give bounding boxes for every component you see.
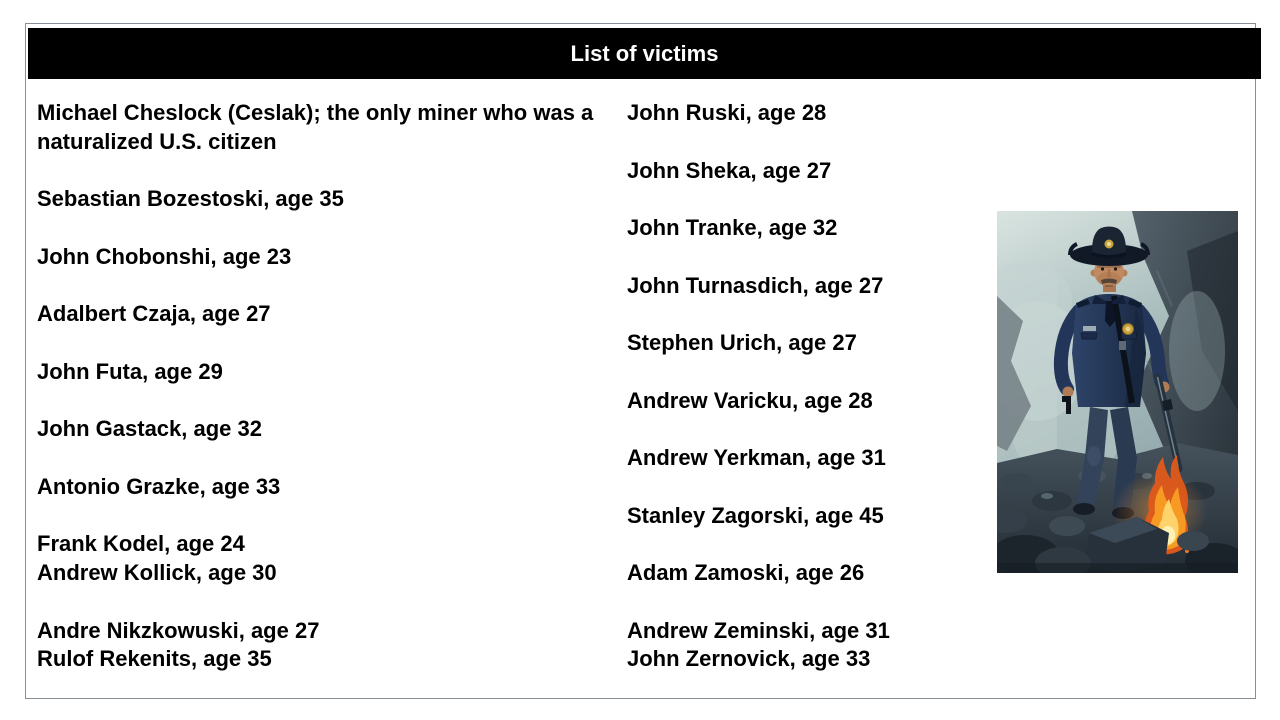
victim-name-text: John Zernovick, age 33 [627,646,871,672]
officer-photo [997,211,1238,573]
victim-name-text: Frank Kodel, age 24 [37,531,245,557]
victim-name-text: Stephen Urich, age 27 [627,330,857,355]
victim-list-right-column [627,99,977,674]
victim-name-text: Adam Zamoski, age 26 [627,560,865,585]
victim-name-text: Antonio Grazke, age 33 [37,473,281,499]
victim-entry [37,617,622,675]
victim-name-text: Andrew Yerkman, age 31 [627,445,886,470]
victim-name-text: Michael Cheslock (Ceslak); the only miner who was a naturalized U.S. citizen [37,100,594,154]
victim-name-text: Andre Nikzkowuski, age 27 [37,617,320,643]
name-plate [1083,326,1096,331]
victim-entry [37,99,622,157]
victim-entry [37,415,622,444]
victim-entry [627,214,977,243]
victim-name-text: Andrew Kollick, age 30 [37,560,277,585]
victim-entry [627,329,977,358]
victim-name-text: Sebastian Bozestoski, age 35 [37,186,344,212]
victim-entry [627,559,977,588]
victim-name-text: Adalbert Czaja, age 27 [37,301,271,327]
victim-entry [627,272,977,301]
victim-name-text: John Sheka, age 27 [627,157,832,183]
victim-entry [37,473,622,502]
victim-entry [627,99,977,128]
victim-entry [37,243,622,272]
badge-star [1123,324,1134,335]
victim-list-left-column [37,99,622,674]
victim-name-text: John Turnasdich, age 27 [627,272,884,298]
victim-entry [627,617,977,675]
victim-entry [37,530,622,588]
victim-name-text: John Ruski, age 28 [627,100,827,125]
victim-name-text: John Chobonshi, age 23 [37,243,292,269]
victim-entry [37,185,622,214]
victim-entry [627,502,977,531]
victim-name-text: John Gastack, age 32 [37,416,262,442]
victim-entry [37,300,622,329]
victim-name-text: Andrew Varicku, age 28 [627,387,873,413]
victim-name-text: Stanley Zagorski, age 45 [627,502,884,528]
page-frame [25,23,1256,699]
victim-name-text: John Tranke, age 32 [627,215,838,240]
victim-entry [37,358,622,387]
victim-name-text: Rulof Rekenits, age 35 [37,646,272,672]
victim-entry [627,387,977,416]
victim-entry [627,444,977,473]
page-title: List of victims [570,41,719,66]
victim-name-text: Andrew Zeminski, age 31 [627,617,890,643]
header-bar [28,28,1261,79]
officer-photo-illustration [997,211,1238,573]
victim-name-text: John Futa, age 29 [37,358,223,384]
victim-entry [627,157,977,186]
